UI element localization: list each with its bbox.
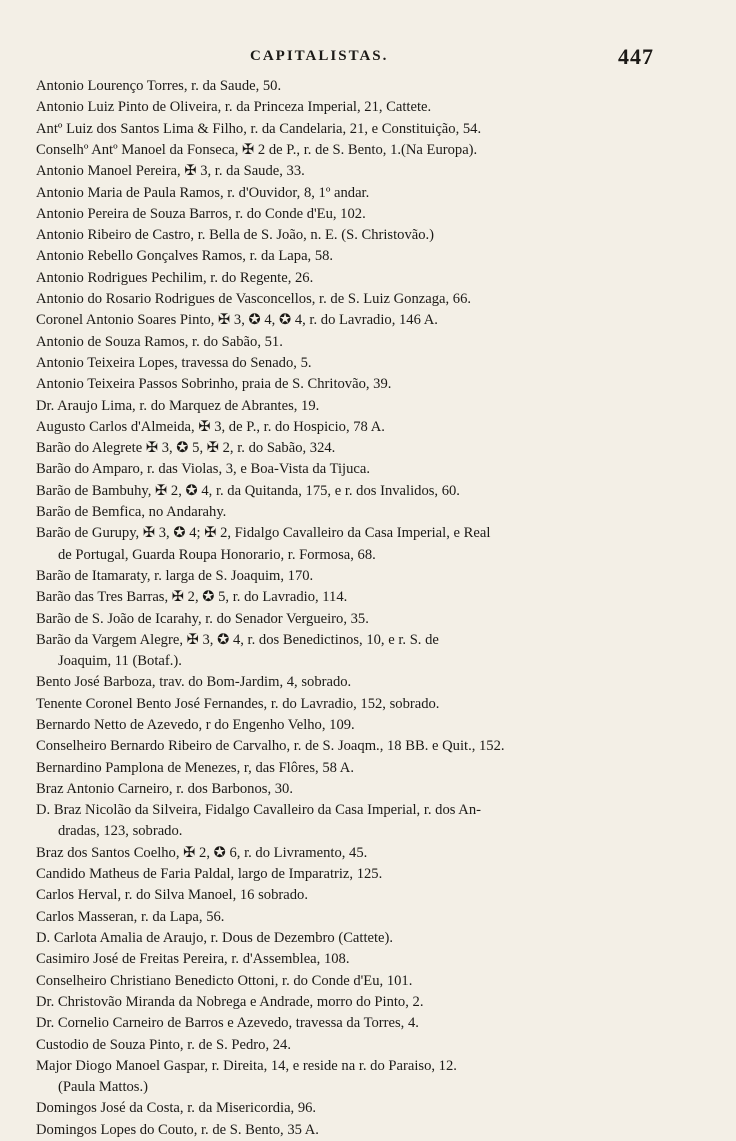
entry-text: Antonio Maria de Paula Ramos, r. d'Ouvidor, 8, 1º andar.	[36, 184, 370, 201]
running-title: CAPITALISTAS.	[250, 48, 389, 64]
entry-text: Domingos José da Costa, r. da Misericordia, 96.	[36, 1100, 317, 1117]
directory-entry	[36, 672, 686, 693]
entry-text: Antº Luiz dos Santos Lima & Filho, r. da Candelaria, 21, e Constituição, 54.	[36, 120, 482, 137]
entry-text: Antonio Manoel Pereira, ✠ 3, r. da Saude, 33.	[36, 163, 305, 180]
directory-entry	[36, 268, 686, 289]
entry-text: Coronel Antonio Soares Pinto, ✠ 3, ✪ 4, ✪ 4, r. do Lavradio, 146 A.	[36, 312, 438, 329]
page-header	[0, 46, 736, 72]
entry-text: Antonio Ribeiro de Castro, r. Bella de S. João, n. E. (S. Christovão.)	[36, 227, 435, 244]
entry-text: Bernardino Pamplona de Menezes, r, das Flôres, 58 A.	[36, 759, 354, 776]
entry-text: Carlos Masseran, r. da Lapa, 56.	[36, 908, 225, 925]
directory-entry	[36, 992, 686, 1013]
entry-continuation: de Portugal, Guarda Roupa Honorario, r. Formosa, 68.	[58, 546, 376, 563]
directory-entry	[36, 523, 686, 566]
directory-entry	[36, 353, 686, 374]
directory-entry	[36, 609, 686, 630]
entry-text: Custodio de Souza Pinto, r. de S. Pedro, 24.	[36, 1036, 291, 1053]
entry-text: Bento José Barboza, trav. do Bom-Jardim, 4, sobrado.	[36, 674, 352, 691]
directory-entry	[36, 161, 686, 182]
entry-text: Carlos Herval, r. do Silva Manoel, 16 sobrado.	[36, 887, 308, 904]
directory-entry	[36, 715, 686, 736]
entry-text: Barão de Bambuhy, ✠ 2, ✪ 4, r. da Quitanda, 175, e r. dos Invalidos, 60.	[36, 482, 460, 499]
directory-entry	[36, 310, 686, 331]
entry-text: Barão de S. João de Icarahy, r. do Senador Vergueiro, 35.	[36, 610, 369, 627]
entry-text: Augusto Carlos d'Almeida, ✠ 3, de P., r. do Hospicio, 78 A.	[36, 418, 385, 435]
entry-text: Antonio Lourenço Torres, r. da Saude, 50.	[36, 78, 282, 94]
entry-text: Conselheiro Bernardo Ribeiro de Carvalho, r. de S. Joaqm., 18 BB. e Quit., 152.	[36, 738, 505, 755]
directory-entry	[36, 694, 686, 715]
directory-entry	[36, 332, 686, 353]
entry-text: Candido Matheus de Faria Paldal, largo de Imparatriz, 125.	[36, 866, 383, 883]
directory-entry	[36, 246, 686, 267]
page-number: 447	[618, 44, 654, 69]
directory-entry	[36, 417, 686, 438]
entry-text: Barão das Tres Barras, ✠ 2, ✪ 5, r. do Lavradio, 114.	[36, 589, 348, 606]
directory-entry	[36, 140, 686, 161]
directory-entry	[36, 374, 686, 395]
directory-entry	[36, 630, 686, 673]
entry-text: Barão de Itamaraty, r. larga de S. Joaquim, 170.	[36, 567, 314, 584]
directory-entry	[36, 225, 686, 246]
entry-text: Dr. Cornelio Carneiro de Barros e Azevedo, travessa da Torres, 4.	[36, 1015, 419, 1032]
directory-entry	[36, 864, 686, 885]
directory-entry	[36, 396, 686, 417]
directory-entry	[36, 438, 686, 459]
entry-text: Dr. Araujo Lima, r. do Marquez de Abrantes, 19.	[36, 397, 320, 414]
directory-entry	[36, 1056, 686, 1099]
directory-entry	[36, 907, 686, 928]
directory-entry	[36, 1035, 686, 1056]
directory-entry	[36, 183, 686, 204]
directory-entry	[36, 885, 686, 906]
entry-text: Domingos Lopes do Couto, r. de S. Bento, 35 A.	[36, 1121, 319, 1138]
entry-text: Antonio Teixeira Lopes, travessa do Senado, 5.	[36, 354, 312, 371]
directory-entry	[36, 949, 686, 970]
directory-entry	[36, 843, 686, 864]
entry-text: Barão de Bemfica, no Andarahy.	[36, 504, 227, 520]
entry-text: Major Diogo Manoel Gaspar, r. Direita, 14, e reside na r. do Paraiso, 12.	[36, 1057, 457, 1074]
entry-continuation: dradas, 123, sobrado.	[58, 823, 183, 840]
entry-text: Barão do Alegrete ✠ 3, ✪ 5, ✠ 2, r. do Sabão, 324.	[36, 440, 336, 457]
directory-entry	[36, 736, 686, 757]
directory-entry	[36, 119, 686, 140]
entry-text: Antonio Rebello Gonçalves Ramos, r. da Lapa, 58.	[36, 248, 334, 265]
entry-text: D. Braz Nicolão da Silveira, Fidalgo Cavalleiro da Casa Imperial, r. dos An-	[36, 802, 481, 819]
directory-entry	[36, 502, 686, 523]
entry-text: Antonio Rodrigues Pechilim, r. do Regente, 26.	[36, 269, 314, 286]
directory-entry	[36, 779, 686, 800]
entry-text: Braz Antonio Carneiro, r. dos Barbonos, 30.	[36, 780, 293, 797]
directory-entry	[36, 97, 686, 118]
entry-text: Barão do Amparo, r. das Violas, 3, e Boa-Vista da Tijuca.	[36, 461, 370, 478]
entry-text: Conselheiro Christiano Benedicto Ottoni, r. do Conde d'Eu, 101.	[36, 972, 413, 989]
directory-entry	[36, 566, 686, 587]
entry-text: Bernardo Netto de Azevedo, r do Engenho Velho, 109.	[36, 717, 355, 733]
entry-text: Dr. Christovão Miranda da Nobrega e Andrade, morro do Pinto, 2.	[36, 993, 424, 1010]
entry-text: Conselhº Antº Manoel da Fonseca, ✠ 2 de P., r. de S. Bento, 1.(Na Europa).	[36, 141, 478, 158]
directory-entry	[36, 971, 686, 992]
entry-text: Barão de Gurupy, ✠ 3, ✪ 4; ✠ 2, Fidalgo Cavalleiro da Casa Imperial, e Real	[36, 525, 491, 542]
directory-entry	[36, 289, 686, 310]
directory-entry	[36, 76, 686, 97]
entry-text: Antonio Pereira de Souza Barros, r. do Conde d'Eu, 102.	[36, 205, 366, 222]
directory-entry	[36, 1098, 686, 1119]
entry-text: Antonio de Souza Ramos, r. do Sabão, 51.	[36, 333, 283, 350]
directory-entry	[36, 459, 686, 480]
entry-text: Tenente Coronel Bento José Fernandes, r. do Lavradio, 152, sobrado.	[36, 695, 440, 712]
entry-text: Antonio Luiz Pinto de Oliveira, r. da Princeza Imperial, 21, Cattete.	[36, 99, 432, 116]
directory-entry	[36, 1013, 686, 1034]
directory-entry	[36, 481, 686, 502]
entry-text: Casimiro José de Freitas Pereira, r. d'Assemblea, 108.	[36, 951, 350, 968]
entry-text: Braz dos Santos Coelho, ✠ 2, ✪ 6, r. do Livramento, 45.	[36, 844, 368, 861]
entry-text: Antonio do Rosario Rodrigues de Vasconcellos, r. de S. Luiz Gonzaga, 66.	[36, 291, 472, 307]
entry-text: Antonio Teixeira Passos Sobrinho, praia de S. Chritovão, 39.	[36, 376, 392, 393]
entry-continuation: (Paula Mattos.)	[58, 1079, 148, 1096]
entry-continuation: Joaquim, 11 (Botaf.).	[58, 653, 182, 670]
entry-text: Barão da Vargem Alegre, ✠ 3, ✪ 4, r. dos Benedictinos, 10, e r. S. de	[36, 631, 439, 648]
directory-entry	[36, 758, 686, 779]
directory-entry	[36, 587, 686, 608]
directory-entry	[36, 204, 686, 225]
directory-entry	[36, 800, 686, 843]
entry-text: D. Carlota Amalia de Araujo, r. Dous de Dezembro (Cattete).	[36, 930, 394, 946]
directory-entry	[36, 928, 686, 949]
